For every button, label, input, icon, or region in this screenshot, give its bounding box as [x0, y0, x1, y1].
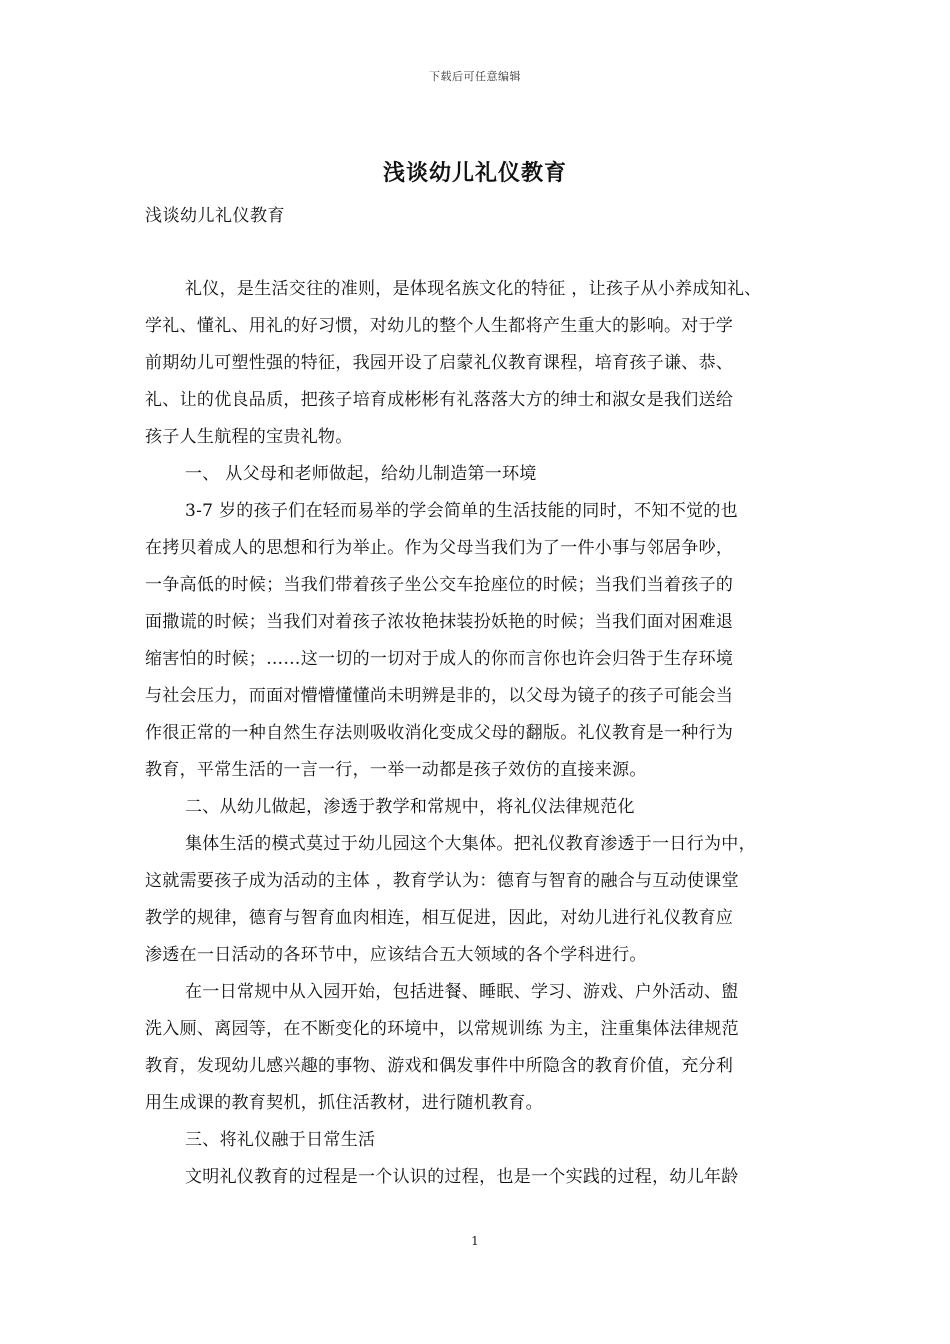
text-line: 这就需要孩子成为活动的主体 ，教育学认为：德育与智育的融合与互动使课堂 [145, 871, 739, 891]
text-line: 一争高低的时候；当我们带着孩子坐公交车抢座位的时候；当我们当着孩子的 [145, 575, 734, 595]
text-line: 礼仪，是生活交往的准则，是体现名族文化的特征 ，让孩子从小养成知礼、 [185, 279, 762, 299]
section-heading: 二、从幼儿做起，渗透于教学和常规中，将礼仪法律规范化 [185, 797, 635, 817]
text-line: 洗入厕、离园等，在不断变化的环境中，以常规训练 为主，注重集体法律规范 [145, 1019, 739, 1039]
text-line: 礼、让的优良品质，把孩子培育成彬彬有礼落落大方的绅士和淑女是我们送给 [145, 390, 734, 410]
text-line: 用生成课的教育契机，抓住活教材，进行随机教育。 [145, 1093, 543, 1113]
text-line: 集体生活的模式莫过于幼儿园这个大集体。把礼仪教育渗透于一日行为中， [185, 834, 756, 854]
section-heading: 一、 从父母和老师做起，给幼儿制造第一环境 [185, 464, 537, 484]
text-line: 孩子人生航程的宝贵礼物。 [145, 427, 353, 447]
text-line: 3-7 岁的孩子们在轻而易举的学会简单的生活技能的同时，不知不觉的也 [185, 501, 738, 521]
text-line: 面撒谎的时候；当我们对着孩子浓妆艳抹装扮妖艳的时候；当我们面对困难退 [145, 612, 734, 632]
text-line: 在拷贝着成人的思想和行为举止。作为父母当我们为了一件小事与邻居争吵， [145, 538, 734, 558]
text-line: 教育，平常生活的一言一行，一举一动都是孩子效仿的直接来源。 [145, 760, 647, 780]
text-line: 教学的规律，德育与智育血肉相连，相互促进，因此，对幼儿进行礼仪教育应 [145, 908, 734, 928]
text-line: 作很正常的一种自然生存法则吸收消化变成父母的翻版。礼仪教育是一种行为 [145, 723, 734, 743]
text-line: 渗透在一日活动的各环节中，应该结合五大领域的各个学科进行。 [145, 945, 647, 965]
header-note: 下载后可任意编辑 [429, 70, 521, 83]
text-line: 文明礼仪教育的过程是一个认识的过程，也是一个实践的过程，幼儿年龄 [185, 1167, 739, 1187]
document-subtitle: 浅谈幼儿礼仪教育 [145, 206, 285, 226]
section-heading: 三、将礼仪融于日常生活 [185, 1130, 376, 1150]
page-number: 1 [471, 1234, 479, 1248]
body-text [145, 271, 813, 1196]
text-line: 学礼、懂礼、用礼的好习惯，对幼儿的整个人生都将产生重大的影响。对于学 [145, 316, 734, 336]
text-line: 与社会压力，而面对懵懵懂懂尚未明辨是非的，以父母为镜子的孩子可能会当 [145, 686, 734, 706]
text-line: 教育，发现幼儿感兴趣的事物、游戏和偶发事件中所隐含的教育价值，充分利 [145, 1056, 734, 1076]
document-title: 浅谈幼儿礼仪教育 [382, 160, 567, 186]
text-line: 缩害怕的时候；……这一切的一切对于成人的你而言你也许会归咎于生存环境 [145, 649, 734, 669]
text-line: 前期幼儿可塑性强的特征，我园开设了启蒙礼仪教育课程，培育孩子谦、恭、 [145, 353, 734, 373]
text-line: 在一日常规中从入园开始，包括进餐、睡眠、学习、游戏、户外活动、盥 [185, 982, 739, 1002]
